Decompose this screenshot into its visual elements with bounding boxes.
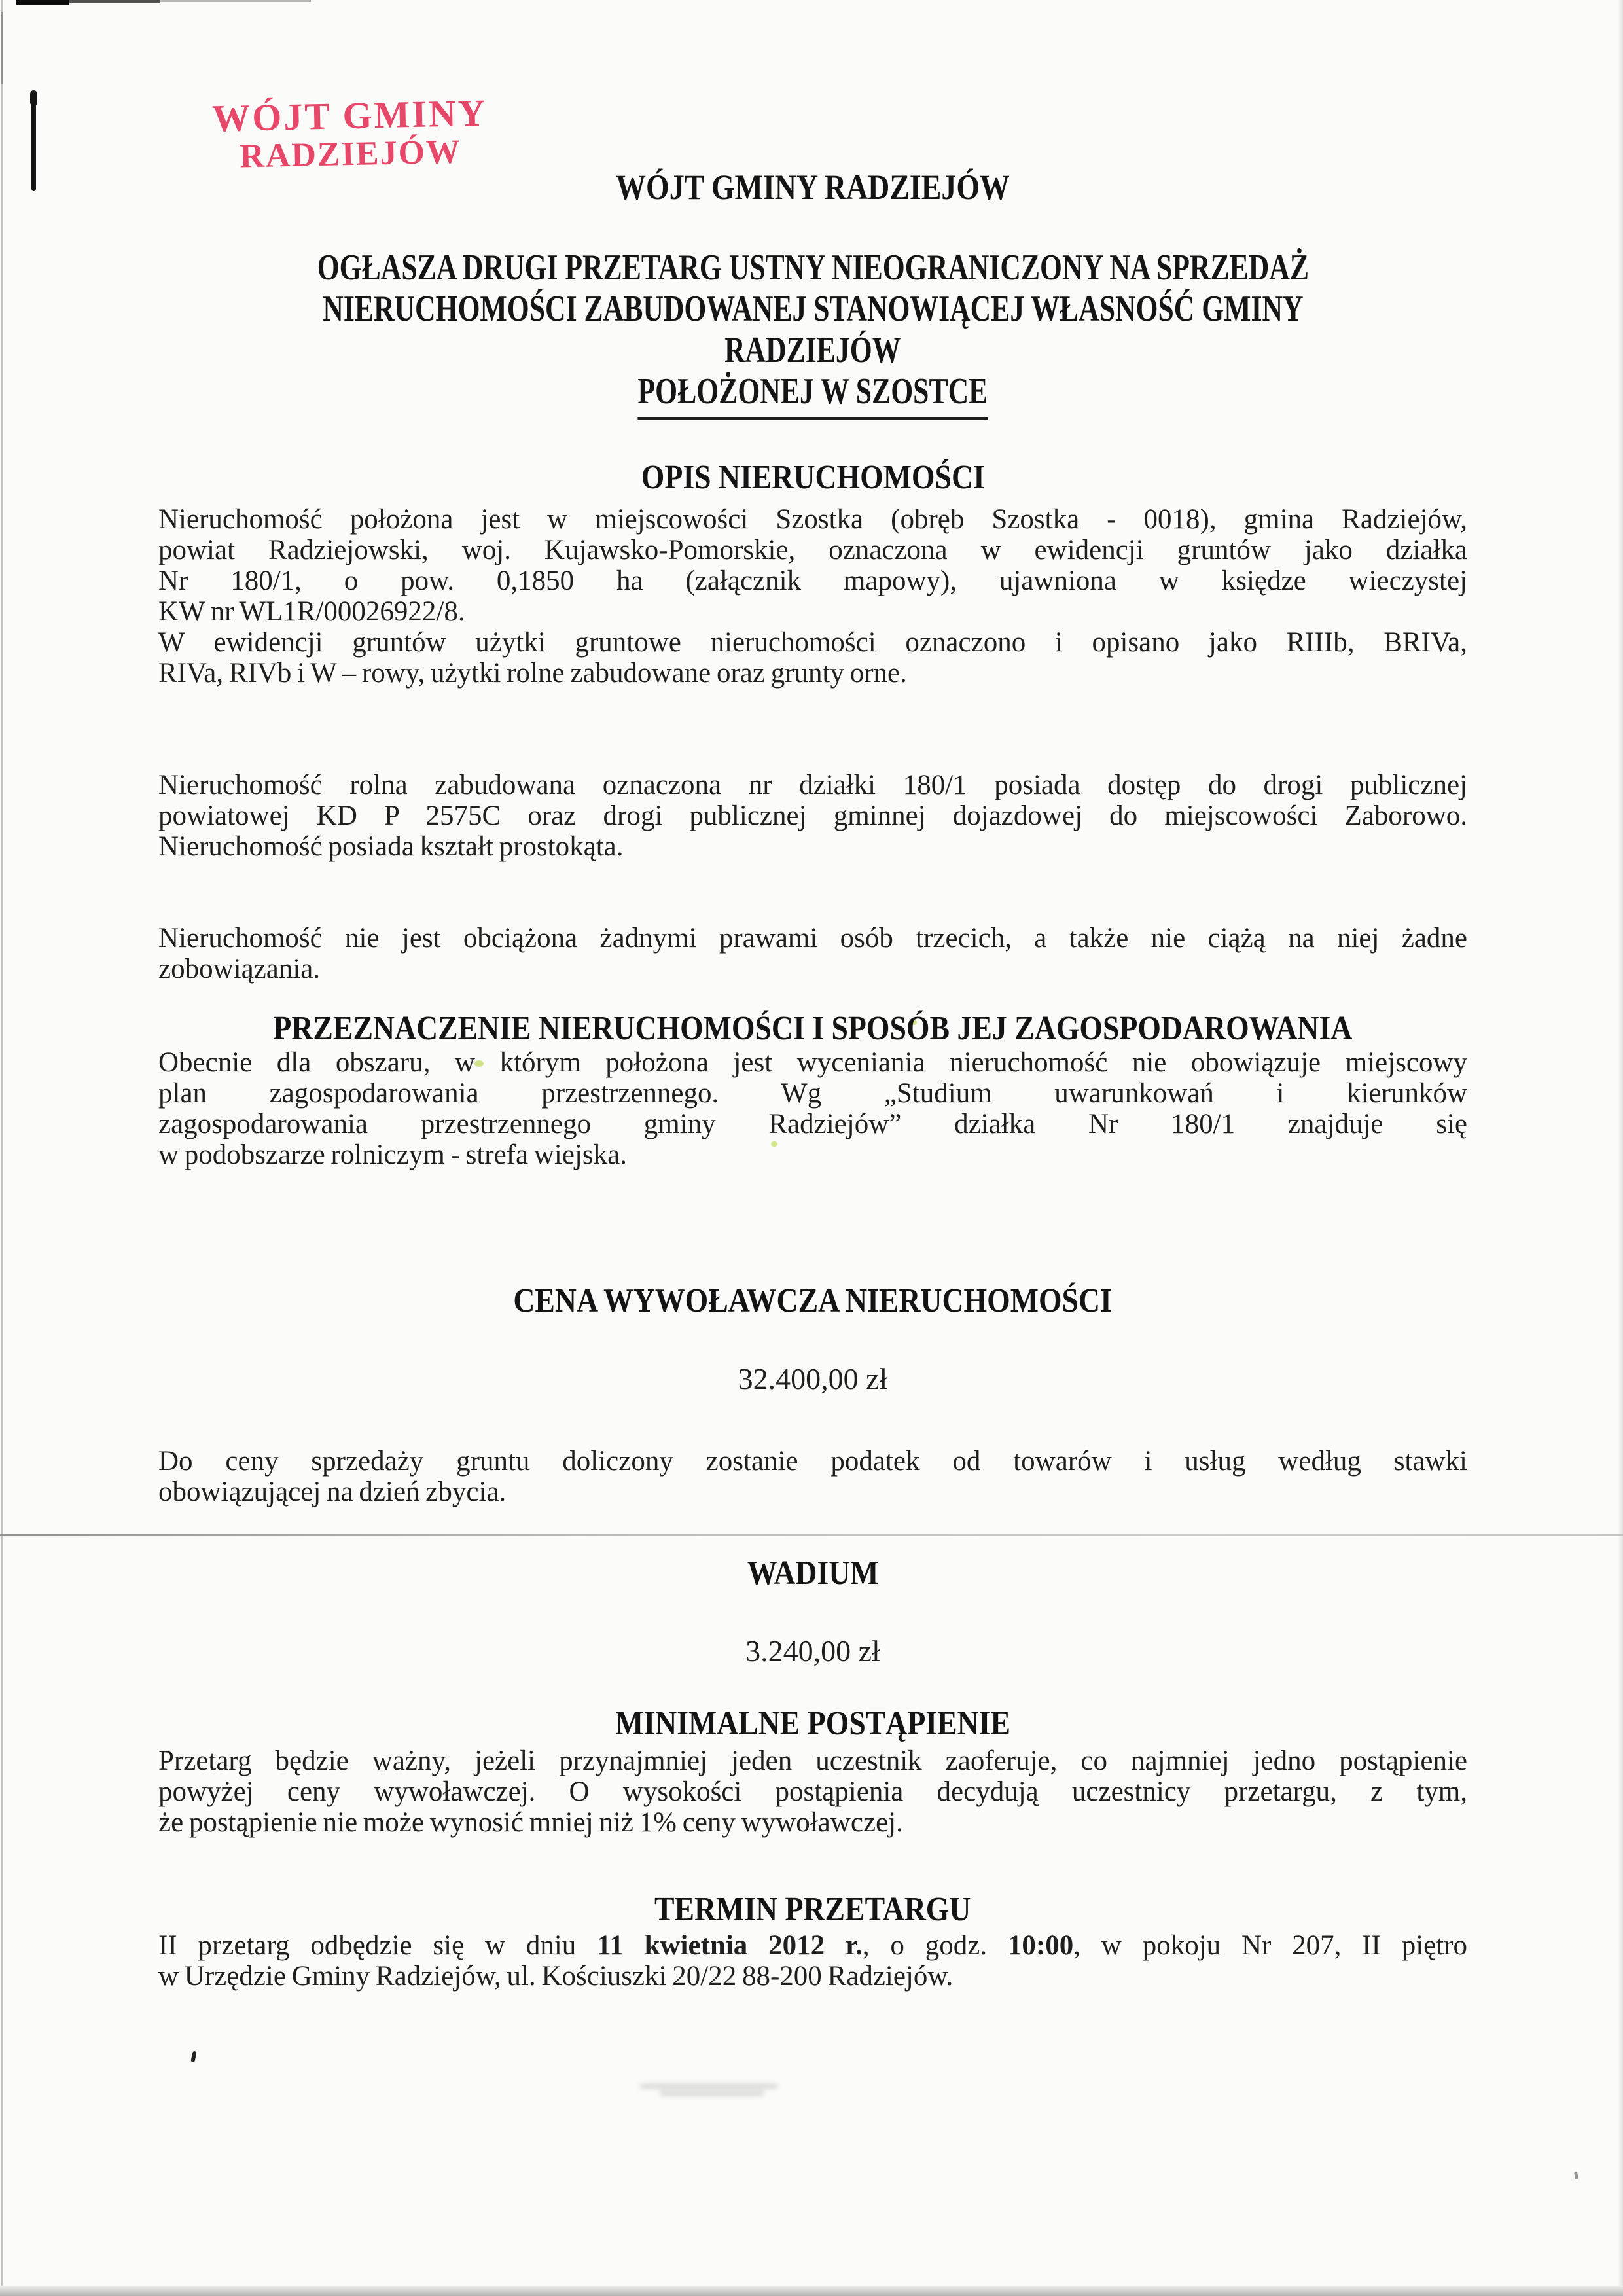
- bold-text-segment: 10:00: [1007, 1930, 1074, 1961]
- section-heading-cena: CENA WYWOŁAWCZA NIERUCHOMOŚCI: [513, 1282, 1113, 1319]
- text-line: zobowiązania.: [158, 954, 321, 984]
- text-line: zagospodarowania przestrzennego gminy Radziejów” działka Nr 180/1 znajduje się: [158, 1109, 1467, 1139]
- text-line: Do ceny sprzedaży gruntu doliczony zostanie podatek od towarów i usług według stawki: [158, 1446, 1467, 1477]
- stamp-line2: RADZIEJÓW: [239, 133, 462, 175]
- paragraph-group: [158, 627, 1467, 689]
- paragraph-minimalne: [158, 1746, 1467, 1838]
- text-line: Nieruchomość nie jest obciążona żadnymi prawami osób trzecich, a także nie ciążą na niej żadne: [158, 923, 1467, 954]
- text-line: Nr 180/1, o pow. 0,1850 ha (załącznik mapowy), ujawniona w księdze wieczystej: [158, 565, 1467, 596]
- text-line: w podobszarze rolniczym - strefa wiejska.: [158, 1139, 627, 1170]
- scan-top-mark: [69, 0, 160, 3]
- section-heading-przeznaczenie: PRZEZNACZENIE NIERUCHOMOŚCI I SPOSÓB JEJ ZAGOSPODAROWANIA: [273, 1010, 1353, 1047]
- title-line-underlined: POŁOŻONEJ W SZOSTCE: [158, 371, 1467, 420]
- deposit-value: 3.240,00 zł: [745, 1634, 880, 1668]
- text-line: W ewidencji gruntów użytki gruntowe nieruchomości oznaczono i opisano jako RIIIb, BRIVa,: [158, 627, 1467, 658]
- announcement-title: [158, 247, 1467, 420]
- text-segment: , o godz.: [862, 1930, 1008, 1961]
- pen-stroke-mark: [31, 92, 36, 191]
- pen-stroke-mark: [30, 90, 37, 106]
- ink-bleed-smudge: [620, 2081, 810, 2101]
- scan-bottom-edge: [0, 2286, 1623, 2296]
- wojt-gminy-stamp: [196, 92, 505, 176]
- text-line: Nieruchomość rolna zabudowana oznaczona nr działki 180/1 posiada dostęp do drogi publicznej: [158, 770, 1467, 800]
- paragraph-opis-access: [158, 770, 1467, 862]
- scan-left-edge-dark: [1, 12, 3, 84]
- text-line: KW nr WL1R/00026922/8.: [158, 596, 465, 627]
- termin-line-2: w Urzędzie Gminy Radziejów, ul. Kościuszki 20/22 88-200 Radziejów.: [158, 1961, 954, 1992]
- paragraph-termin: [158, 1930, 1467, 1992]
- paragraph-opis-encumbrances: [158, 923, 1467, 984]
- title-line-2: NIERUCHOMOŚCI ZABUDOWANEJ STANOWIĄCEJ WŁASNOŚĆ GMINY: [322, 289, 1304, 329]
- scan-top-mark: [160, 0, 311, 2]
- text-line: że postąpienie nie może wynosić mniej niż 1% ceny wywoławczej.: [158, 1807, 903, 1838]
- text-line: Nieruchomość położona jest w miejscowości Szostka (obręb Szostka - 0018), gmina Radziejów,: [158, 504, 1467, 535]
- paragraph-opis-location: [158, 504, 1467, 689]
- section-heading-termin: TERMIN PRZETARGU: [654, 1891, 971, 1928]
- scan-top-mark: [16, 0, 69, 5]
- scan-left-edge: [1, 0, 3, 2296]
- pen-tick-mark: [190, 2051, 196, 2063]
- paragraph-przeznaczenie: [158, 1047, 1467, 1170]
- text-line: obowiązującej na dzień zbycia.: [158, 1477, 507, 1507]
- text-segment: , w pokoju Nr 207, II piętro: [1073, 1930, 1468, 1961]
- paragraph-cena-vat: [158, 1446, 1467, 1507]
- text-line: RIVa, RIVb i W – rowy, użytki rolne zabudowane oraz grunty orne.: [158, 658, 907, 689]
- document-header-text: WÓJT GMINY RADZIEJÓW: [616, 168, 1010, 207]
- document-header: [158, 168, 1467, 207]
- text-line: Obecnie dla obszaru, w którym położona jest wyceniania nieruchomość nie obowiązuje miejscowy: [158, 1047, 1467, 1078]
- section-heading-opis: OPIS NIERUCHOMOŚCI: [641, 459, 985, 496]
- text-line: powiatowej KD P 2575C oraz drogi publicznej gminnej dojazdowej do miejscowości Zaborowo.: [158, 800, 1467, 831]
- text-line: Nieruchomość posiada kształt prostokąta.: [158, 831, 624, 862]
- section-heading-minimalne: MINIMALNE POSTĄPIENIE: [615, 1705, 1010, 1742]
- paragraph-group: [158, 504, 1467, 627]
- scan-right-edge: [1618, 0, 1623, 2296]
- scan-fold-line: [0, 1534, 1623, 1536]
- starting-price-value: 32.400,00 zł: [738, 1362, 888, 1395]
- bold-text-segment: 11 kwietnia 2012 r.: [597, 1930, 863, 1961]
- text-line: Przetarg będzie ważny, jeżeli przynajmniej jeden uczestnik zaoferuje, co najmniej jedno postąpienie: [158, 1746, 1467, 1776]
- text-line: powyżej ceny wywoławczej. O wysokości postąpienia decydują uczestnicy przetargu, z tym,: [158, 1776, 1467, 1807]
- section-heading-wadium: WADIUM: [747, 1554, 879, 1592]
- scan-speck: [1574, 2172, 1578, 2180]
- title-line-3: RADZIEJÓW: [724, 330, 901, 370]
- text-segment: II przetarg odbędzie się w dniu: [158, 1930, 597, 1961]
- title-line-1: OGŁASZA DRUGI PRZETARG USTNY NIEOGRANICZONY NA SPRZEDAŻ: [317, 247, 1309, 288]
- stamp-line1: WÓJT GMINY: [211, 91, 488, 140]
- text-line: plan zagospodarowania przestrzennego. Wg „Studium uwarunkowań i kierunków: [158, 1078, 1467, 1109]
- termin-line-1: [158, 1930, 1467, 1961]
- text-line: powiat Radziejowski, woj. Kujawsko-Pomorskie, oznaczona w ewidencji gruntów jako działka: [158, 535, 1467, 565]
